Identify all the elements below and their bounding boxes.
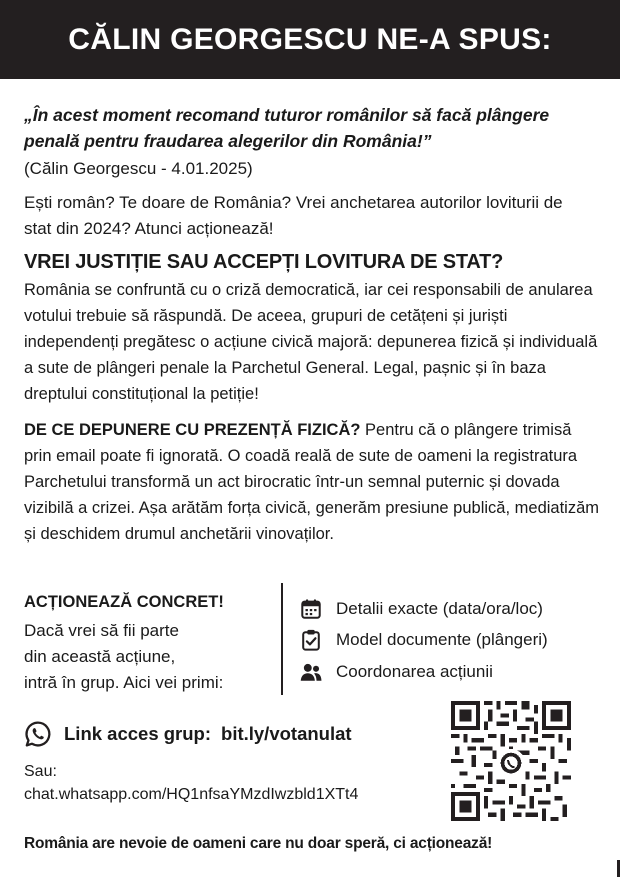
qr-code[interactable]: [451, 701, 571, 821]
benefit-item: [300, 659, 493, 685]
whatsapp-icon: [24, 720, 52, 748]
benefit-item: [300, 596, 543, 622]
section-body: România se confruntă cu o criză democratică, iar cei responsabili de anularea votului trebuie să răspundă. De aceea, grupuri de cetățeni și juriști independenți pregătesc o acțiune civică majoră: depunerea fizică și individuală a sute de plângeri penale la Parchetul General. Legal, pașnic și în baza dreptului constituțional la petiție!: [24, 281, 598, 403]
action-line: Dacă vrei să fii parte: [24, 621, 179, 640]
benefit-label: Coordonarea acțiunii: [336, 662, 493, 681]
link-label: Link acces grup:: [64, 723, 212, 744]
footer-slogan: România are nevoie de oameni care nu doar speră, ci acționează!: [24, 835, 493, 852]
divider: [281, 583, 283, 695]
alt-label: Sau:: [24, 763, 57, 780]
section-heading: VREI JUSTIȚIE SAU ACCEPȚI LOVITURA DE STAT?: [24, 251, 504, 273]
page-title: CĂLIN GEORGESCU NE-A SPUS:: [68, 22, 552, 56]
benefit-label: Model documente (plângeri): [336, 630, 548, 649]
quote-text: „În acest moment recomand tuturor românilor să facă plângere penală pentru fraudarea alegerilor din România!”: [24, 105, 550, 151]
group-link-row: [24, 720, 352, 748]
intro-text: Ești român? Te doare de România? Vrei anchetarea autorilor loviturii de stat din 2024? Atunci acționează!: [24, 193, 563, 238]
whatsapp-chat-link[interactable]: chat.whatsapp.com/HQ1nfsaYMzdIwzbld1XTt4: [24, 786, 359, 803]
group-link[interactable]: bit.ly/votanulat: [221, 723, 352, 744]
paragraph-body: Pentru că o plângere trimisă prin email poate fi ignorată. O coadă reală de sute de oameni la registratura Parchetului transformă un act birocratic într-un semnal puternic și dovada vizibilă a crizei. Așa arătăm forța civică, generăm presiune publică, mediatizăm și deschidem drumul anchetării vinovaților.: [24, 421, 600, 543]
calendar-icon: [300, 598, 322, 620]
benefit-item: [300, 627, 548, 653]
users-icon: [300, 661, 322, 683]
action-title: ACȚIONEAZĂ CONCRET!: [24, 593, 224, 611]
action-line: din această acțiune,: [24, 647, 176, 666]
action-text: [24, 618, 274, 696]
clipboard-check-icon: [300, 629, 322, 651]
header-banner: [0, 0, 620, 79]
quote-attribution: (Călin Georgescu - 4.01.2025): [24, 159, 253, 178]
action-line: intră în grup. Aici vei primi:: [24, 673, 224, 692]
physical-submission-paragraph: [24, 417, 602, 547]
paragraph-lead: DE CE DEPUNERE CU PREZENȚĂ FIZICĂ?: [24, 421, 361, 439]
benefit-label: Detalii exacte (data/ora/loc): [336, 599, 543, 618]
